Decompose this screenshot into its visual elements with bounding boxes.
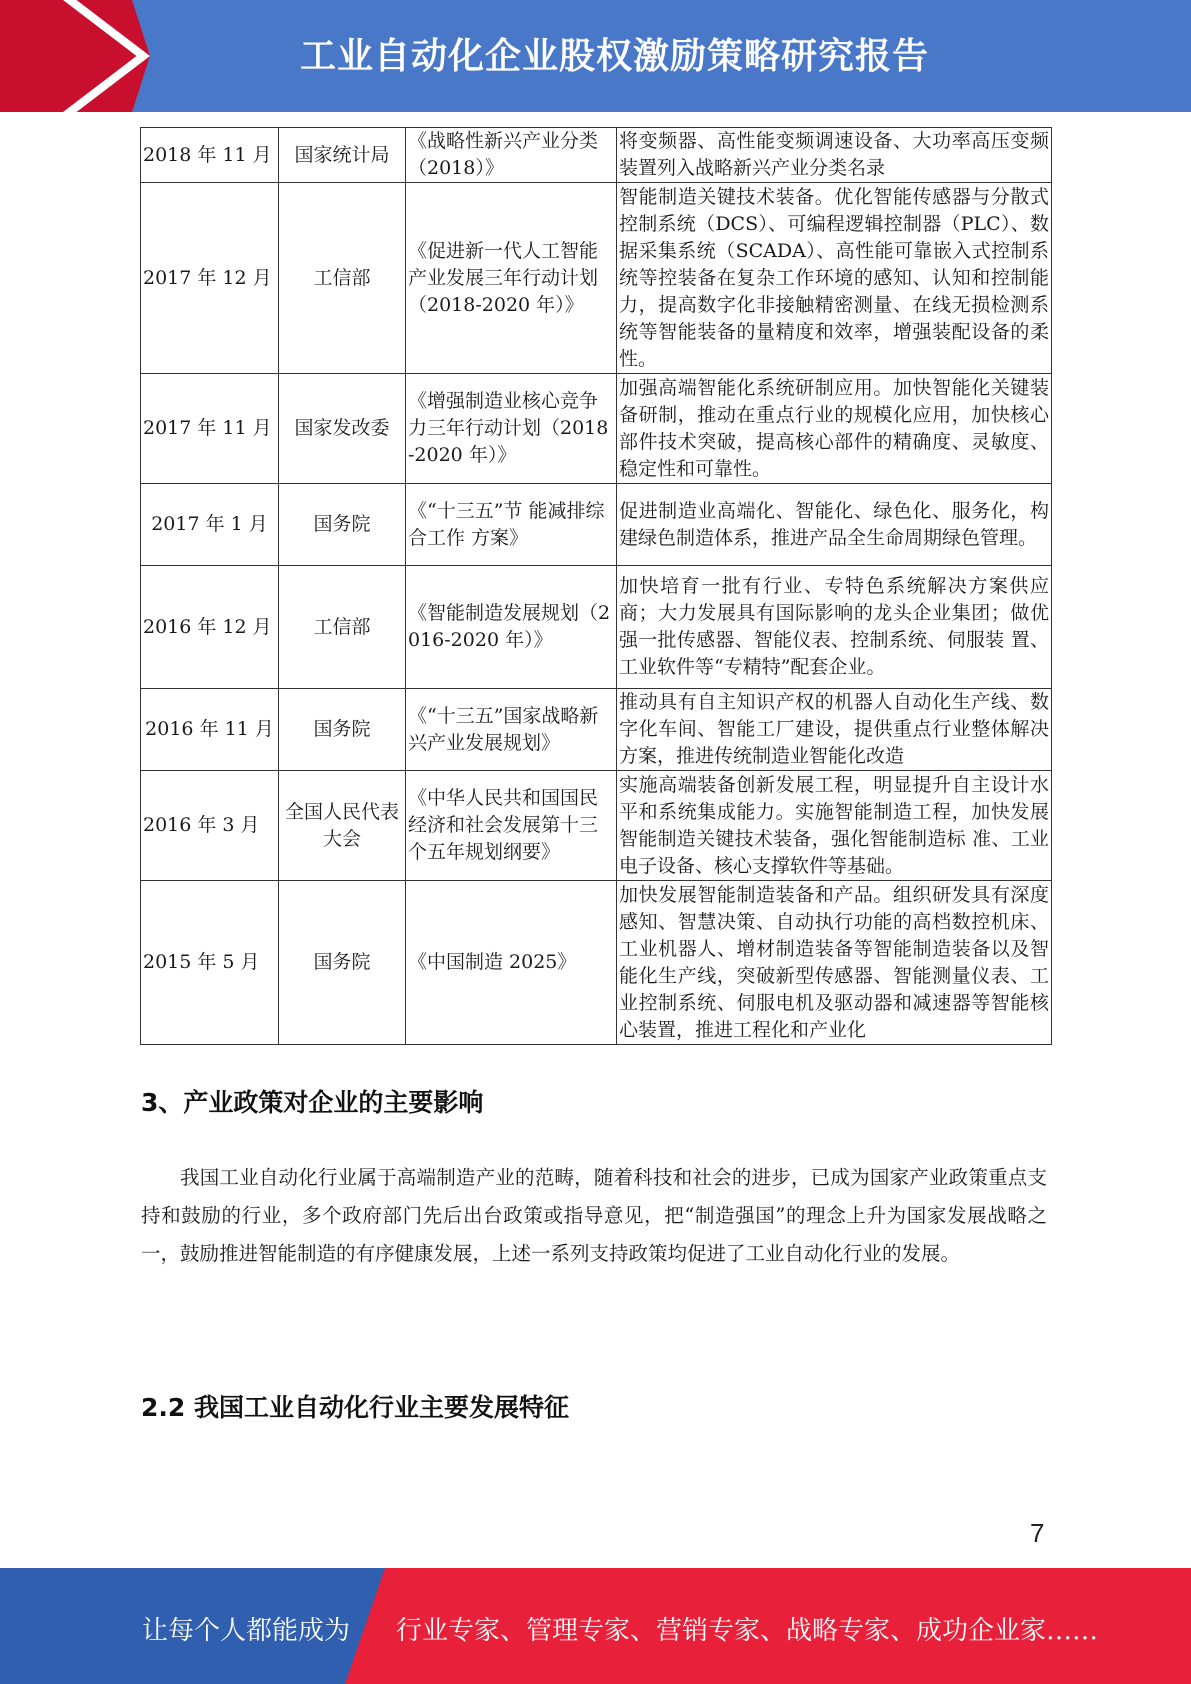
footer-slogan-right: 行业专家、管理专家、营销专家、战略专家、成功企业家…… bbox=[396, 1616, 1099, 1646]
policy-date: 2016 年 12 月 bbox=[141, 566, 279, 689]
policy-content: 加快发展智能制造装备和产品。组织研发具有深度感知、智慧决策、自动执行功能的高档数控机床、工业机器人、增材制造装备等智能制造装备以及智能化生产线，突破新型传感器、智能测量仪表、工业控制系统、伺服电机及驱动器和减速器等智能核心装置，推进工程化和产业化 bbox=[617, 881, 1052, 1045]
policy-table bbox=[140, 127, 1052, 1045]
policy-date: 2016 年 11 月 bbox=[141, 689, 279, 771]
policy-date: 2016 年 3 月 bbox=[141, 771, 279, 881]
page-header bbox=[0, 0, 1191, 112]
policy-issuer: 全国人民代表大会 bbox=[279, 771, 406, 881]
policy-content: 推动具有自主知识产权的机器人自动化生产线、数字化车间、智能工厂建设，提供重点行业整体解决方案，推进传统制造业智能化改造 bbox=[617, 689, 1052, 771]
section-paragraph: 我国工业自动化行业属于高端制造产业的范畴，随着科技和社会的进步，已成为国家产业政策重点支持和鼓励的行业，多个政府部门先后出台政策或指导意见，把“制造强国”的理念上升为国家发展战略之一，鼓励推进智能制造的有序健康发展，上述一系列支持政策均促进了工业自动化行业的发展。 bbox=[141, 1166, 1047, 1265]
table-row bbox=[141, 183, 1052, 374]
policy-date: 2015 年 5 月 bbox=[141, 881, 279, 1045]
policy-document: 《中华人民共和国国民经济和社会发展第十三个五年规划纲要》 bbox=[406, 771, 617, 881]
section-heading: 3、产业政策对企业的主要影响 bbox=[141, 1088, 484, 1117]
policy-content: 加强高端智能化系统研制应用。加快智能化关键装备研制，推动在重点行业的规模化应用，加快核心部件技术突破，提高核心部件的精确度、灵敏度、稳定性和可靠性。 bbox=[617, 374, 1052, 484]
page-number: 7 bbox=[1030, 1518, 1045, 1548]
table-row bbox=[141, 484, 1052, 566]
table-row bbox=[141, 771, 1052, 881]
table-row bbox=[141, 128, 1052, 183]
footer-slogan-left: 让每个人都能成为 bbox=[142, 1616, 351, 1646]
policy-content: 促进制造业高端化、智能化、绿色化、服务化，构建绿色制造体系，推进产品全生命周期绿色管理。 bbox=[617, 484, 1052, 566]
policy-issuer: 国务院 bbox=[279, 689, 406, 771]
policy-document: 《增强制造业核心竞争力三年行动计划（2018-2020 年）》 bbox=[406, 374, 617, 484]
policy-content: 将变频器、高性能变频调速设备、大功率高压变频装置列入战略新兴产业分类名录 bbox=[617, 128, 1052, 183]
policy-issuer: 国家统计局 bbox=[279, 128, 406, 183]
policy-document: 《“十三五”国家战略新兴产业发展规划》 bbox=[406, 689, 617, 771]
policy-document: 《中国制造 2025》 bbox=[406, 881, 617, 1045]
policy-content: 加快培育一批有行业、专特色系统解决方案供应商；大力发展具有国际影响的龙头企业集团；做优强一批传感器、智能仪表、控制系统、伺服装 置、工业软件等“专精特”配套企业。 bbox=[617, 566, 1052, 689]
table-row bbox=[141, 566, 1052, 689]
page-footer bbox=[0, 1568, 1191, 1684]
report-title: 工业自动化企业股权激励策略研究报告 bbox=[300, 36, 930, 77]
policy-issuer: 国家发改委 bbox=[279, 374, 406, 484]
policy-date: 2017 年 1 月 bbox=[141, 484, 279, 566]
policy-issuer: 工信部 bbox=[279, 566, 406, 689]
table-row bbox=[141, 881, 1052, 1045]
policy-document: 《促进新一代人工智能产业发展三年行动计划（2018-2020 年）》 bbox=[406, 183, 617, 374]
policy-issuer: 国务院 bbox=[279, 881, 406, 1045]
table-row bbox=[141, 374, 1052, 484]
policy-document: 《战略性新兴产业分类（2018）》 bbox=[406, 128, 617, 183]
policy-issuer: 工信部 bbox=[279, 183, 406, 374]
policy-date: 2017 年 11 月 bbox=[141, 374, 279, 484]
policy-content: 智能制造关键技术装备。优化智能传感器与分散式控制系统（DCS）、可编程逻辑控制器（PLC）、数据采集系统（SCADA）、高性能可靠嵌入式控制系统等控装备在复杂工作环境的感知、认知和控制能力，提高数字化非接触精密测量、在线无损检测系统等智能装备的量精度和效率，增强装配设备的柔性。 bbox=[617, 183, 1052, 374]
policy-issuer: 国务院 bbox=[279, 484, 406, 566]
policy-date: 2018 年 11 月 bbox=[141, 128, 279, 183]
policy-date: 2017 年 12 月 bbox=[141, 183, 279, 374]
header-arrow-decoration bbox=[0, 0, 150, 112]
policy-content: 实施高端装备创新发展工程，明显提升自主设计水平和系统集成能力。实施智能制造工程，加快发展智能制造关键技术装备，强化智能制造标 准、工业电子设备、核心支撑软件等基础。 bbox=[617, 771, 1052, 881]
chapter-heading: 2.2 我国工业自动化行业主要发展特征 bbox=[141, 1393, 569, 1422]
policy-document: 《“十三五”节 能减排综合工作 方案》 bbox=[406, 484, 617, 566]
table-row bbox=[141, 689, 1052, 771]
policy-document: 《智能制造发展规划（2016-2020 年）》 bbox=[406, 566, 617, 689]
